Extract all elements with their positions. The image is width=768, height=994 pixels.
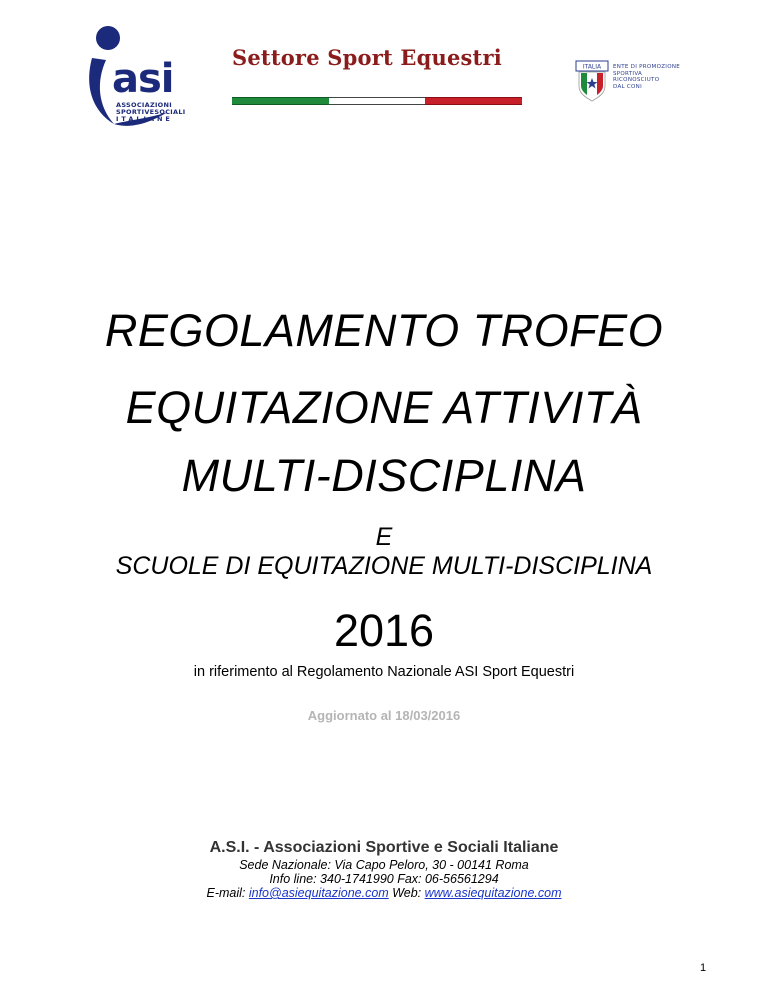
coni-logo <box>575 60 695 105</box>
coni-text-1: ENTE DI PROMOZIONE <box>613 64 681 70</box>
web-label: Web: <box>388 886 425 900</box>
phone-fax-line: Info line: 340-1741990 Fax: 06-56561294 <box>269 872 499 886</box>
flag-green-stripe <box>232 97 329 105</box>
italian-flag-bar <box>232 97 522 103</box>
asi-logo-text: asi <box>112 56 174 102</box>
document-title-line-1: REGOLAMENTO TROFEO <box>104 305 664 356</box>
coni-text-block <box>613 64 680 90</box>
asi-logo-sub-2: SPORTIVESOCIALI <box>116 108 186 116</box>
organization-name: A.S.I. - Associazioni Sportive e Sociali Italiane <box>209 839 559 856</box>
asi-logo <box>84 20 194 130</box>
document-title-line-3: MULTI-DISCIPLINA <box>181 450 587 501</box>
asi-logo-sub-3: ITALIANE <box>116 115 173 123</box>
email-label: E-mail: <box>206 886 249 900</box>
email-link[interactable]: info@asiequitazione.com <box>248 886 389 900</box>
title-conjunction: E <box>375 523 393 551</box>
page-number: 1 <box>700 962 707 974</box>
coni-text-3: RICONOSCIUTO <box>613 77 660 83</box>
contact-line <box>0 886 768 900</box>
coni-text-4: DAL CONI <box>613 83 643 90</box>
flag-white-stripe <box>329 97 426 105</box>
coni-shield-icon <box>575 60 609 102</box>
flag-red-stripe <box>425 97 522 105</box>
header-title: Settore Sport Equestri <box>232 45 502 70</box>
coni-text-2: SPORTIVA <box>613 70 643 77</box>
regulation-reference: in riferimento al Regolamento Nazionale ASI Sport Equestri <box>193 664 575 680</box>
document-title-line-2: EQUITAZIONE ATTIVITÀ <box>125 382 643 433</box>
address-line: Sede Nazionale: Via Capo Peloro, 30 - 00141 Roma <box>239 858 529 872</box>
asi-logo-sub-1: ASSOCIAZIONI <box>116 101 172 109</box>
website-link[interactable]: www.asiequitazione.com <box>424 886 562 900</box>
coni-badge-label: ITALIA <box>582 63 602 71</box>
document-year: 2016 <box>333 605 435 656</box>
document-subtitle: SCUOLE DI EQUITAZIONE MULTI-DISCIPLINA <box>115 552 653 580</box>
update-date: Aggiornato al 18/03/2016 <box>307 708 461 723</box>
